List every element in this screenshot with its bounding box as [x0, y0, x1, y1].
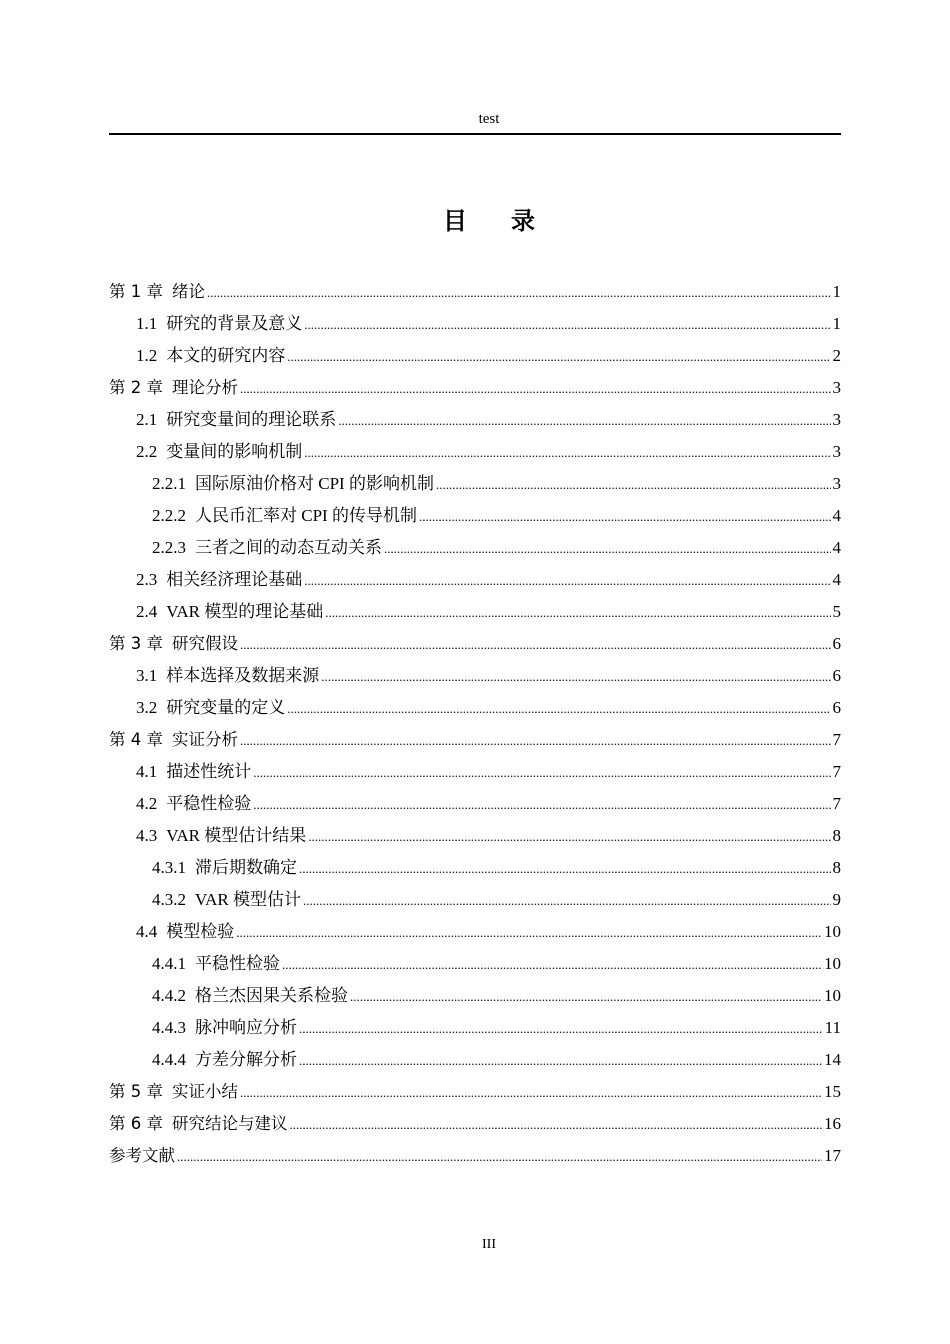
- running-header: test: [478, 111, 500, 127]
- toc-entry-page: 4: [832, 506, 841, 525]
- toc-entry[interactable]: [109, 436, 841, 468]
- toc-dot-leader: [177, 1141, 822, 1173]
- toc-entry-page: 17: [824, 1146, 841, 1165]
- toc-entry-label: 格兰杰因果关系检验: [195, 986, 348, 1005]
- toc-entry-page: 4: [832, 570, 841, 589]
- toc-entry-label: 研究变量的定义: [166, 698, 286, 717]
- toc-entry-label: 相关经济理论基础: [166, 570, 303, 589]
- toc-entry[interactable]: [109, 756, 841, 788]
- toc-dot-leader: [253, 757, 830, 789]
- toc-dot-leader: [384, 533, 831, 565]
- toc-entry[interactable]: [109, 916, 841, 948]
- toc-dot-leader: [240, 725, 831, 757]
- toc-dot-leader: [325, 597, 830, 629]
- toc-dot-leader: [304, 437, 830, 469]
- toc-dot-leader: [240, 1077, 822, 1109]
- toc-entry-page: 3: [832, 442, 841, 461]
- toc-entry-number: 2.2.2: [152, 506, 186, 525]
- page-number: III: [482, 1237, 496, 1252]
- toc-entry[interactable]: [109, 660, 841, 692]
- toc-entry-label: 模型检验: [166, 922, 235, 941]
- toc-entry-number: 4.3.2: [152, 890, 186, 909]
- toc-entry[interactable]: [109, 276, 841, 308]
- toc-entry-label: 理论分析: [172, 378, 238, 397]
- toc-entry[interactable]: [109, 628, 841, 660]
- toc-dot-leader: [290, 1109, 823, 1141]
- toc-entry-label: 平稳性检验: [166, 794, 252, 813]
- toc-entry-page: 3: [832, 410, 841, 429]
- toc-entry[interactable]: [109, 1076, 841, 1108]
- toc-dot-leader: [350, 981, 822, 1013]
- toc-entry-page: 10: [824, 954, 841, 973]
- toc-entry[interactable]: [109, 500, 841, 532]
- toc-entry-page: 7: [832, 762, 841, 781]
- toc-entry-label: 实证分析: [172, 730, 238, 749]
- toc-entry[interactable]: [109, 724, 841, 756]
- toc-dot-leader: [236, 917, 822, 949]
- toc-entry[interactable]: [109, 564, 841, 596]
- toc-entry-page: 1: [832, 282, 841, 301]
- toc-entry[interactable]: [109, 1044, 841, 1076]
- toc-dot-leader: [299, 1045, 822, 1077]
- toc-entry-label: 人民币汇率对 CPI 的传导机制: [195, 506, 417, 525]
- toc-entry-page: 6: [832, 634, 841, 653]
- toc-entry-page: 10: [824, 986, 841, 1005]
- toc-entry[interactable]: [109, 820, 841, 852]
- toc-entry[interactable]: [109, 596, 841, 628]
- toc-entry-page: 11: [824, 1018, 841, 1037]
- table-of-contents: [109, 276, 841, 1172]
- toc-entry-number: 2.2.3: [152, 538, 186, 557]
- toc-dot-leader: [303, 885, 831, 917]
- toc-entry-label: 研究的背景及意义: [166, 314, 303, 333]
- toc-entry-label: 滞后期数确定: [195, 858, 297, 877]
- toc-entry[interactable]: [109, 404, 841, 436]
- toc-entry-label: 描述性统计: [166, 762, 252, 781]
- toc-entry[interactable]: [109, 1012, 841, 1044]
- toc-entry-label: 研究结论与建议: [172, 1114, 288, 1133]
- toc-dot-leader: [321, 661, 830, 693]
- toc-entry-page: 7: [832, 794, 841, 813]
- toc-entry-page: 6: [832, 666, 841, 685]
- toc-entry[interactable]: [109, 980, 841, 1012]
- toc-entry-label: 研究假设: [172, 634, 238, 653]
- toc-entry-label: VAR 模型估计: [195, 890, 301, 909]
- toc-entry-label: 变量间的影响机制: [166, 442, 303, 461]
- toc-entry[interactable]: [109, 884, 841, 916]
- toc-entry-page: 6: [832, 698, 841, 717]
- toc-dot-leader: [304, 309, 830, 341]
- toc-entry-label: 方差分解分析: [195, 1050, 297, 1069]
- toc-entry-number: 4.2: [136, 794, 158, 813]
- toc-dot-leader: [299, 853, 831, 885]
- toc-dot-leader: [299, 1013, 823, 1045]
- toc-dot-leader: [304, 565, 830, 597]
- toc-entry-number: 2.2.1: [152, 474, 186, 493]
- toc-entry-label: 样本选择及数据来源: [166, 666, 320, 685]
- toc-title: 目录: [443, 207, 579, 235]
- toc-entry-number: 4.4.3: [152, 1018, 186, 1037]
- toc-entry-label: 实证小结: [172, 1082, 238, 1101]
- toc-dot-leader: [436, 469, 831, 501]
- toc-dot-leader: [240, 373, 831, 405]
- toc-entry-page: 14: [824, 1050, 841, 1069]
- toc-dot-leader: [287, 693, 830, 725]
- toc-entry-number: 4.4: [136, 922, 158, 941]
- toc-entry-number: 第 2 章: [109, 378, 163, 397]
- toc-entry-page: 9: [832, 890, 841, 909]
- toc-dot-leader: [207, 277, 831, 309]
- toc-entry-number: 3.1: [136, 666, 158, 685]
- toc-entry-number: 第 5 章: [109, 1082, 163, 1101]
- toc-entry-page: 7: [832, 730, 841, 749]
- toc-entry-number: 4.4.2: [152, 986, 186, 1005]
- toc-entry[interactable]: [109, 308, 841, 340]
- header-rule: [109, 133, 841, 135]
- toc-entry[interactable]: [109, 1140, 841, 1172]
- toc-entry-number: 3.2: [136, 698, 158, 717]
- toc-entry[interactable]: [109, 372, 841, 404]
- toc-dot-leader: [287, 341, 830, 373]
- toc-entry-number: 4.4.4: [152, 1050, 186, 1069]
- toc-dot-leader: [282, 949, 822, 981]
- toc-entry-page: 8: [832, 826, 841, 845]
- toc-entry-label: 平稳性检验: [195, 954, 280, 973]
- toc-entry[interactable]: [109, 340, 841, 372]
- toc-entry-label: 脉冲响应分析: [195, 1018, 297, 1037]
- toc-entry-label: 三者之间的动态互动关系: [195, 538, 382, 557]
- toc-entry-page: 15: [824, 1082, 841, 1101]
- toc-entry-number: 4.3.1: [152, 858, 186, 877]
- toc-entry-number: 4.4.1: [152, 954, 186, 973]
- toc-entry-page: 2: [832, 346, 841, 365]
- toc-entry-label: 研究变量间的理论联系: [166, 410, 337, 429]
- toc-entry[interactable]: [109, 1108, 841, 1140]
- toc-entry-number: 4.3: [136, 826, 158, 845]
- toc-entry-page: 1: [832, 314, 841, 333]
- toc-dot-leader: [419, 501, 831, 533]
- toc-entry-page: 3: [832, 474, 841, 493]
- toc-entry[interactable]: [109, 852, 841, 884]
- toc-dot-leader: [240, 629, 831, 661]
- toc-entry-number: 2.4: [136, 602, 158, 621]
- toc-entry-number: 2.3: [136, 570, 158, 589]
- toc-entry-number: 第 1 章: [109, 282, 163, 301]
- toc-entry-number: 第 3 章: [109, 634, 163, 653]
- toc-entry-number: 4.1: [136, 762, 158, 781]
- toc-dot-leader: [338, 405, 830, 437]
- toc-entry[interactable]: [109, 788, 841, 820]
- toc-entry[interactable]: [109, 948, 841, 980]
- toc-dot-leader: [308, 821, 830, 853]
- toc-entry-label: 本文的研究内容: [166, 346, 286, 365]
- toc-entry-label: 国际原油价格对 CPI 的影响机制: [195, 474, 434, 493]
- toc-entry-label: VAR 模型估计结果: [166, 826, 307, 845]
- toc-entry[interactable]: [109, 692, 841, 724]
- toc-entry-number: 1.1: [136, 314, 158, 333]
- toc-entry-page: 4: [832, 538, 841, 557]
- toc-entry-label: 参考文献: [109, 1146, 175, 1165]
- toc-entry-label: VAR 模型的理论基础: [166, 602, 324, 621]
- toc-entry-number: 第 4 章: [109, 730, 163, 749]
- toc-entry-page: 3: [832, 378, 841, 397]
- toc-entry[interactable]: [109, 468, 841, 500]
- toc-entry-page: 8: [832, 858, 841, 877]
- toc-entry-number: 2.2: [136, 442, 158, 461]
- toc-entry-page: 16: [824, 1114, 841, 1133]
- toc-entry-number: 2.1: [136, 410, 158, 429]
- toc-dot-leader: [253, 789, 830, 821]
- toc-entry[interactable]: [109, 532, 841, 564]
- toc-entry-label: 绪论: [172, 282, 205, 301]
- toc-entry-number: 第 6 章: [109, 1114, 163, 1133]
- toc-entry-page: 10: [824, 922, 841, 941]
- toc-entry-page: 5: [832, 602, 841, 621]
- toc-entry-number: 1.2: [136, 346, 158, 365]
